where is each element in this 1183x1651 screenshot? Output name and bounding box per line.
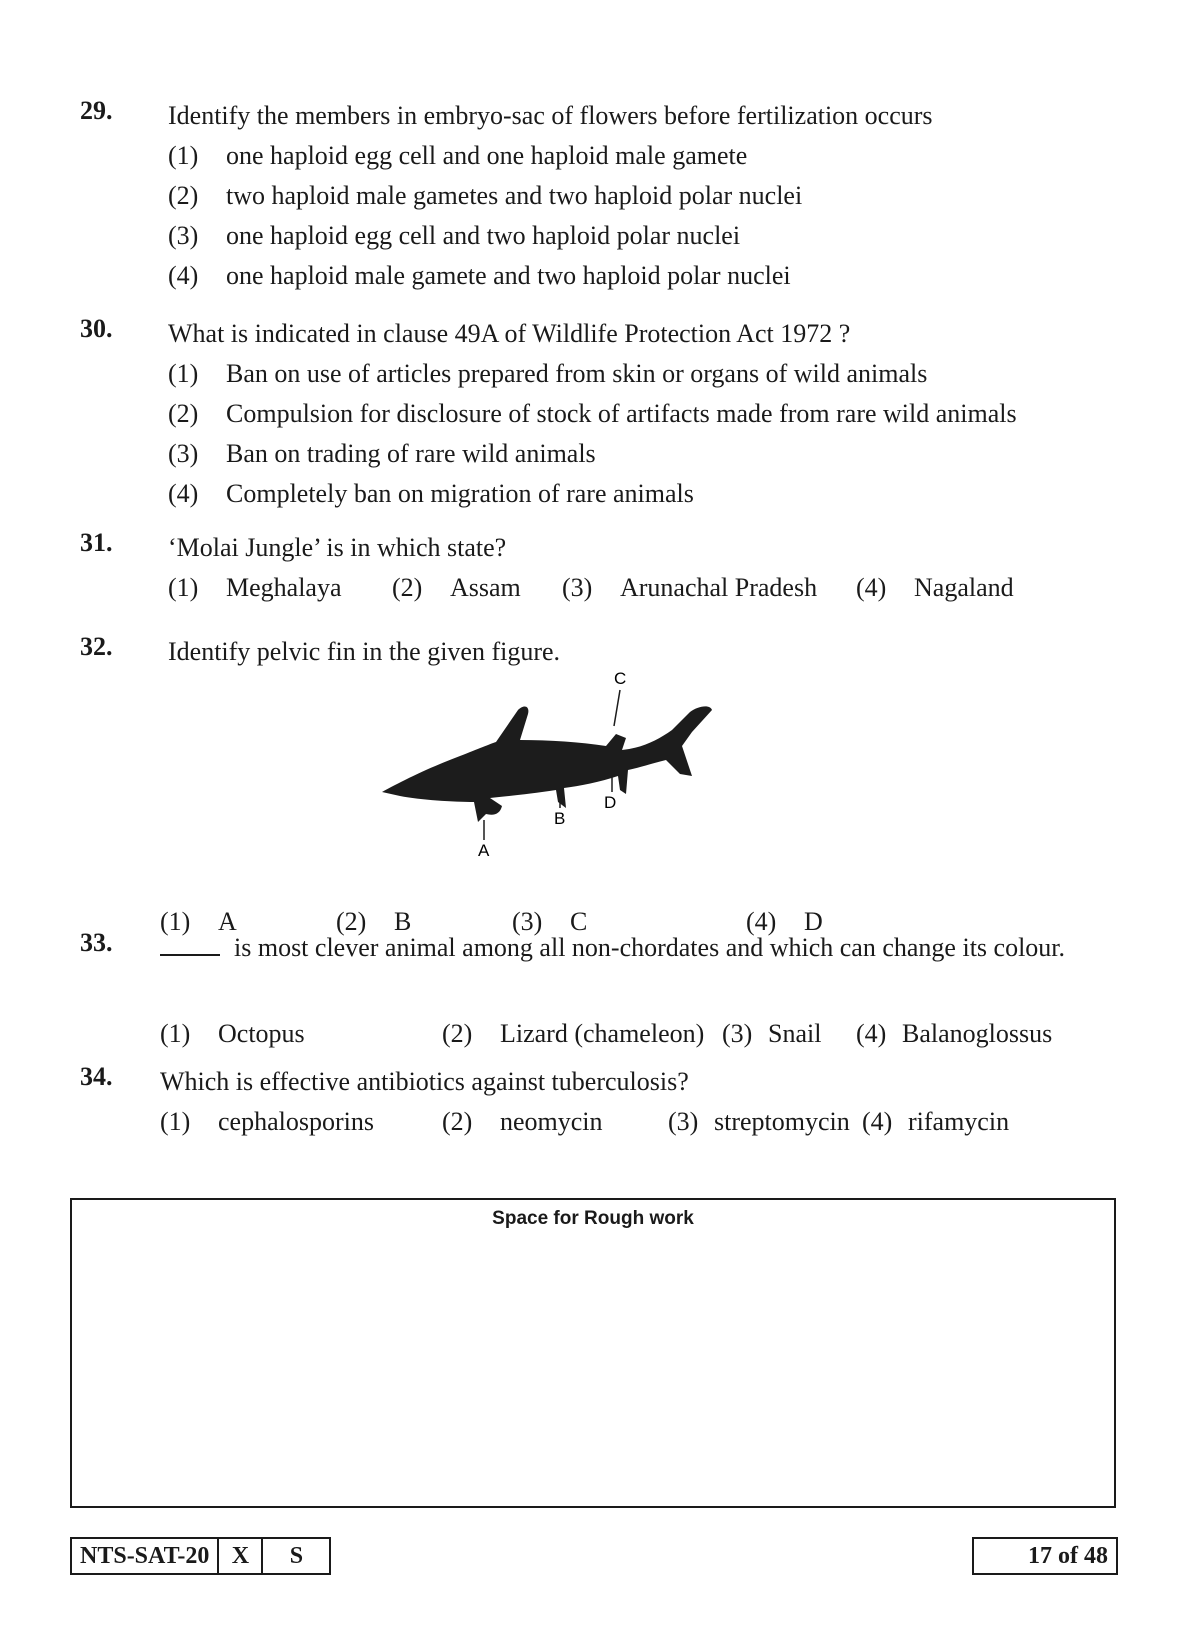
question-text: is most clever animal among all non-chordates and which can change its colour.: [160, 928, 1120, 968]
option-4: (4) Completely ban on migration of rare animals: [168, 479, 694, 508]
rough-work-title: Space for Rough work: [492, 1208, 694, 1229]
option-4: (4) one haploid male gamete and two haploid polar nuclei: [168, 261, 791, 290]
label-c: C: [614, 669, 627, 688]
paper-code: NTS-SAT-20: [72, 1539, 219, 1573]
rough-work-box: [70, 1198, 1116, 1508]
option-3: (3) one haploid egg cell and two haploid polar nuclei: [168, 221, 741, 250]
option-4: (4) Nagaland: [856, 573, 1014, 602]
paper-code-box: [70, 1537, 331, 1575]
label-d: D: [604, 793, 617, 812]
question-text: Identify pelvic fin in the given figure.: [168, 637, 561, 666]
option-3: (3) Ban on trading of rare wild animals: [168, 439, 596, 468]
answer-blank: [160, 932, 220, 956]
label-a: A: [478, 841, 490, 860]
option-2: (2) B: [336, 907, 412, 936]
option-2: (2) Lizard (chameleon): [442, 1019, 705, 1048]
option-1: (1) one haploid egg cell and one haploid male gamete: [168, 141, 748, 170]
question-number: 30.: [80, 314, 113, 343]
question-number: 33.: [80, 928, 113, 957]
question-number: 29.: [80, 96, 113, 125]
option-3: (3) Snail: [722, 1019, 822, 1048]
option-4: (4) rifamycin: [862, 1107, 1010, 1136]
option-1: (1) Meghalaya: [168, 573, 342, 602]
option-2: (2) neomycin: [442, 1107, 603, 1136]
question-number: 31.: [80, 528, 113, 557]
label-b: B: [554, 809, 566, 828]
option-4: (4) D: [746, 907, 823, 936]
option-2: (2) Assam: [392, 573, 521, 602]
question-text: Which is effective antibiotics against tuberculosis?: [160, 1067, 689, 1096]
question-text: ‘Molai Jungle’ is in which state?: [168, 533, 507, 562]
shark-figure: [380, 669, 740, 900]
option-3: (3) Arunachal Pradesh: [562, 573, 818, 602]
option-2: (2) two haploid male gametes and two haploid polar nuclei: [168, 181, 803, 210]
class-code: X: [219, 1539, 263, 1573]
option-1: (1) cephalosporins: [160, 1107, 374, 1136]
question-text: Identify the members in embryo-sac of flowers before fertilization occurs: [168, 101, 933, 130]
question-number: 32.: [80, 632, 113, 661]
option-1: (1) A: [160, 907, 237, 936]
leader-line-c: [614, 690, 620, 726]
option-1: (1) Ban on use of articles prepared from skin or organs of wild animals: [168, 359, 928, 388]
page-number: 17 of 48: [972, 1537, 1118, 1575]
shark-silhouette: [382, 706, 712, 822]
option-3: (3) streptomycin: [668, 1107, 850, 1136]
question-number: 34.: [80, 1062, 113, 1091]
question-text: What is indicated in clause 49A of Wildlife Protection Act 1972 ?: [168, 319, 851, 348]
section-code: S: [289, 1542, 304, 1569]
option-3: (3) C: [512, 907, 588, 936]
option-2: (2) Compulsion for disclosure of stock of artifacts made from rare wild animals: [168, 399, 1017, 428]
option-4: (4) Balanoglossus: [856, 1019, 1053, 1048]
option-1: (1) Octopus: [160, 1019, 305, 1048]
